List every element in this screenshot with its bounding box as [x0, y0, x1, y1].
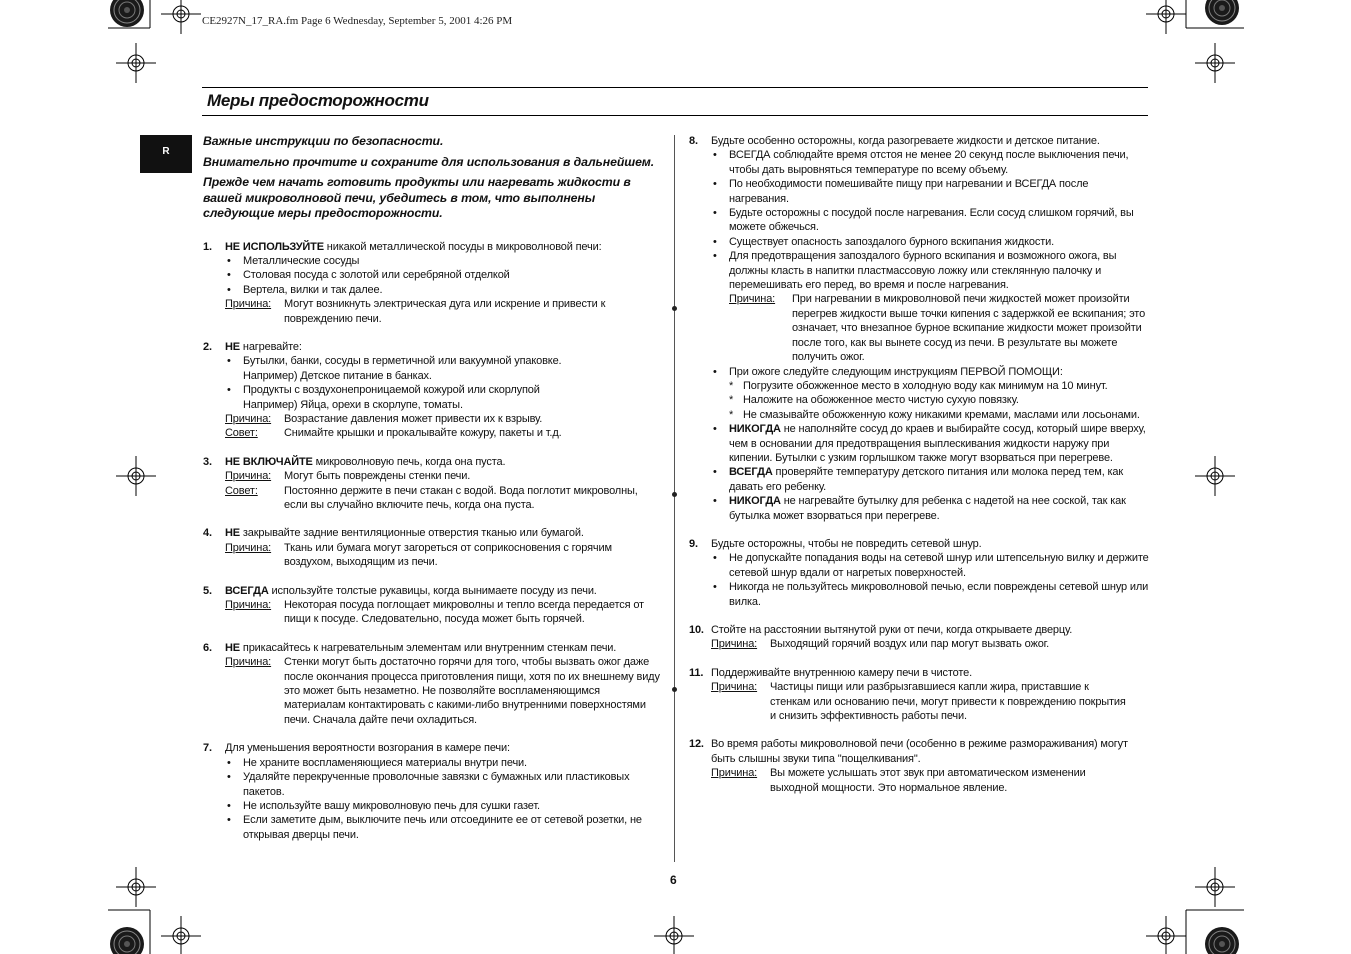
bullet-item: • Существует опасность запоздалого бурного вскипания жидкости.	[713, 235, 1055, 248]
reason-row	[711, 637, 1149, 651]
item-text: Во время работы микроволновой печи (особенно в режиме размораживания) могут быть слышны звуки типа "пощелкивания".	[711, 738, 1128, 765]
bullet-item: • Не используйте вашу микроволновую печь для сушки газет.	[227, 799, 540, 812]
item-number: 5.	[203, 584, 212, 597]
reason-label: Причина:	[225, 599, 272, 612]
bullet-item: • Никогда не пользуйтесь микроволновой печью, если повреждены сетевой шнур или вилка.	[713, 581, 1149, 608]
reason-row	[225, 655, 663, 727]
list-item	[203, 340, 663, 441]
reason-label: Причина:	[225, 656, 272, 669]
bullet-item: • Если заметите дым, выключите печь или отсоедините ее от сетевой розетки, не открывая дверцы печи.	[227, 814, 642, 841]
reason-text: Некоторая посуда поглощает микроволны и тепло всегда передается от пищи к посуде. Следовательно, посуда может быть горячей.	[284, 599, 644, 626]
intro-line: Внимательно прочтите и сохраните для использования в дальнейшем.	[203, 154, 655, 169]
item-text: нагревайте:	[239, 340, 302, 353]
advice-row	[225, 426, 663, 440]
item-lead: НЕ ВКЛЮЧАЙТЕ	[225, 455, 313, 468]
left-column	[203, 134, 663, 842]
print-header-line: CE2927N_17_RA.fm Page 6 Wednesday, September 5, 2001 4:26 PM	[202, 15, 513, 27]
column-divider	[674, 135, 675, 862]
reason-row	[225, 598, 663, 627]
bullet-item: • НИКОГДА не нагревайте бутылку для ребенка с надетой на нее соской, так как бутылка может взорваться при перегреве.	[713, 495, 1126, 522]
reason-row	[225, 541, 663, 570]
list-item	[203, 455, 663, 513]
item-number: 11.	[689, 666, 704, 679]
reason-label: Причина:	[225, 470, 272, 483]
reason-label: Причина:	[711, 767, 758, 780]
list-item	[689, 666, 1149, 724]
item-text: Будьте особенно осторожны, когда разогреваете жидкости и детское питание.	[711, 135, 1100, 147]
list-item	[689, 537, 1149, 609]
item-number: 8.	[689, 135, 698, 147]
bullet-item: • Для предотвращения запоздалого бурного вскипания и возможного ожога, вы должны класть в напитки пластмассовую ложку или стеклянную палочку и перемешивать его перед, во время и после нагревания.	[713, 250, 1117, 292]
reason-row	[711, 680, 1149, 723]
item-number: 1.	[203, 240, 212, 253]
advice-row	[225, 484, 663, 513]
reason-row	[225, 469, 663, 483]
column-divider-dot	[672, 492, 677, 497]
bullet-item: • Не храните воспламеняющиеся материалы внутри печи.	[227, 756, 527, 769]
item-number: 7.	[203, 742, 212, 755]
bullet-item: • ВСЕГДА проверяйте температуру детского питания или молока перед тем, как давать его ребенку.	[713, 466, 1124, 493]
item-text: микроволновую печь, когда она пуста.	[312, 455, 506, 468]
bullet-item: • По необходимости помешивайте пищу при нагревании и ВСЕГДА после нагревания.	[713, 178, 1089, 205]
language-tab: R	[140, 135, 192, 173]
reason-text: Выходящий горячий воздух или пар могут вызвать ожог.	[770, 638, 1050, 651]
advice-label: Совет:	[225, 484, 258, 497]
bullet-item: • Продукты с воздухонепроницаемой кожурой или скорлупой Например) Яйца, орехи в скорлупе, томаты.	[227, 384, 540, 411]
reason-row	[225, 297, 663, 326]
item-text: Для уменьшения вероятности возгорания в камере печи:	[225, 742, 510, 755]
reason-text: При нагревании в микроволновой печи жидкостей может произойти перегрев жидкости выше точки кипения с задержкой ее вскипания; это означает, что внезапное бурное вскипание жидкости может произойти после того, как вы вынете сосуд из печи. В результате вы можете получить ожог.	[792, 293, 1146, 364]
intro-line: Важные инструкции по безопасности.	[203, 134, 444, 148]
reason-row	[711, 292, 1149, 364]
star-item: * Не смазывайте обожженную кожу никакими кремами, маслами или лосьонами.	[729, 408, 1140, 421]
item-number: 4.	[203, 527, 212, 540]
list-item	[203, 641, 663, 727]
bullet-item: • ВСЕГДА соблюдайте время отстоя не менее 20 секунд после выключения печи, чтобы дать выровняться температуре по всему объему.	[713, 149, 1129, 176]
item-number: 12.	[689, 738, 704, 751]
right-column	[689, 134, 1149, 795]
item-number: 10.	[689, 624, 704, 636]
list-item	[689, 623, 1149, 652]
advice-label: Совет:	[225, 427, 258, 440]
item-lead: НЕ	[225, 340, 240, 353]
bullet-item: • Удаляйте перекрученные проволочные завязки с бумажных или пластиковых пакетов.	[227, 771, 630, 798]
item-text: Будьте осторожны, чтобы не повредить сетевой шнур.	[711, 537, 982, 550]
bullet-item: • НИКОГДА не наполняйте сосуд до краев и выбирайте сосуд, который шире вверху, чем в основании для предотвращения выплескивания жидкости наружу при кипении. Бутылки с узким горлышком также могут взорваться при перегреве.	[713, 423, 1146, 464]
list-item	[203, 240, 663, 326]
bullet-item: • Будьте осторожны с посудой после нагревания. Если сосуд слишком горячий, вы можете обжечься.	[713, 207, 1134, 234]
advice-text: Снимайте крышки и прокалывайте кожуру, пакеты и т.д.	[284, 427, 562, 440]
title-rule-top	[202, 87, 1148, 88]
reason-text: Могут возникнуть электрическая дуга или искрение и привести к повреждению печи.	[284, 298, 606, 325]
advice-text: Постоянно держите в печи стакан с водой. Вода поглотит микроволны, если вы случайно включите печь, когда она пуста.	[284, 484, 638, 511]
reason-text: Могут быть повреждены стенки печи.	[284, 470, 471, 483]
reason-text: Частицы пищи или разбрызгавшиеся капли жира, приставшие к стенкам или основанию печи, могут привести к повреждению покрытия и снизить эффективность работы печи.	[770, 681, 1126, 723]
item-lead: НЕ ИСПОЛЬЗУЙТЕ	[225, 240, 324, 253]
item-text: Поддерживайте внутреннюю камеру печи в чистоте.	[711, 666, 972, 679]
item-text: никакой металлической посуды в микроволновой печи:	[323, 240, 602, 253]
reason-label: Причина:	[729, 293, 776, 306]
reason-label: Причина:	[225, 298, 272, 311]
reason-text: Ткань или бумага могут загореться от соприкосновения с горячим воздухом, выходящим из печи.	[284, 541, 612, 569]
item-text: используйте толстые рукавицы, когда вынимаете посуду из печи.	[268, 584, 597, 597]
page-title: Меры предосторожности	[207, 91, 429, 110]
reason-text: Возрастание давления может привести их к взрыву.	[284, 412, 543, 425]
list-item	[689, 134, 1149, 523]
item-lead: НЕ	[225, 527, 240, 540]
item-lead: ВСЕГДА	[225, 584, 269, 597]
bullet-item: • При ожоге следуйте следующим инструкциям ПЕРВОЙ ПОМОЩИ:	[713, 365, 1063, 378]
bullet-item: • Столовая посуда с золотой или серебряной отделкой	[227, 269, 510, 282]
column-divider-dot	[672, 306, 677, 311]
list-item	[689, 737, 1149, 795]
column-divider-dot	[672, 687, 677, 692]
reason-text: Стенки могут быть достаточно горячи для того, чтобы вызвать ожог даже после окончания процесса приготовления пищи, хотя по их внешнему виду это может быть незаметно. Не позволяйте воспламеняющимся материалам контактировать с какими-либо внутренними поверхностями печи. Сначала дайте печи охладиться.	[284, 656, 660, 726]
reason-label: Причина:	[225, 412, 272, 425]
item-text: Стойте на расстоянии вытянутой руки от печи, когда открываете дверцу.	[711, 624, 1073, 636]
bullet-item: • Вертела, вилки и так далее.	[227, 283, 383, 296]
item-text: закрывайте задние вентиляционные отверстия тканью или бумагой.	[239, 527, 584, 540]
list-item	[203, 526, 663, 569]
bullet-item: • Не допускайте попадания воды на сетевой шнур или штепсельную вилку и держите сетевой шнур вдали от нагретых поверхностей.	[713, 552, 1149, 579]
item-text: прикасайтесь к нагревательным элементам или внутренним стенкам печи.	[239, 641, 617, 654]
reason-row	[711, 766, 1149, 795]
title-rule-bottom	[202, 115, 1148, 116]
item-number: 6.	[203, 641, 212, 654]
bullet-item: • Бутылки, банки, сосуды в герметичной или вакуумной упаковке. Например) Детское питание в банках.	[227, 355, 562, 382]
item-number: 3.	[203, 455, 212, 468]
intro-line: Прежде чем начать готовить продукты или нагревать жидкости в вашей микроволновой печи, убедитесь в том, что выполнены следующие меры предосторожности.	[203, 175, 631, 220]
item-number: 2.	[203, 340, 212, 353]
item-lead: НЕ	[225, 641, 240, 654]
reason-text: Вы можете услышать этот звук при автоматическом изменении выходной мощности. Это нормальное явление.	[770, 767, 1086, 794]
reason-row	[225, 412, 663, 426]
reason-label: Причина:	[711, 681, 758, 694]
reason-label: Причина:	[711, 638, 758, 651]
page-number: 6	[670, 873, 677, 887]
item-number: 9.	[689, 537, 698, 550]
list-item	[203, 741, 663, 842]
star-item: * Погрузите обожженное место в холодную воду как минимум на 10 минут.	[729, 379, 1108, 392]
star-item: * Наложите на обожженное место чистую сухую повязку.	[729, 394, 1019, 407]
reason-label: Причина:	[225, 541, 272, 554]
list-item	[203, 584, 663, 627]
bullet-item: • Металлические сосуды	[227, 254, 360, 267]
